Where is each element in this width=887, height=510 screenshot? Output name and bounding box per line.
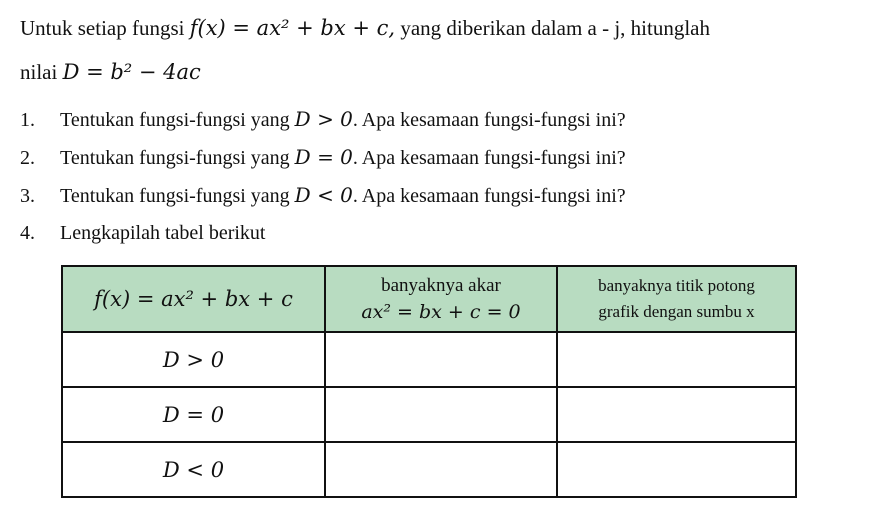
header-intersections-line1: banyaknya titik potong: [598, 276, 755, 295]
intro-paragraph: [20, 6, 870, 94]
table-row: [62, 332, 796, 387]
table-row: [62, 442, 796, 497]
intro-line-1: [20, 6, 870, 50]
question-list: [20, 100, 870, 252]
header-roots-equation: ax² = bx + c = 0: [361, 301, 521, 323]
question-item: [20, 214, 870, 252]
intersections-cell[interactable]: [557, 442, 796, 497]
header-function: [62, 266, 325, 332]
roots-cell[interactable]: [325, 442, 557, 497]
row-label: D < 0: [62, 442, 325, 497]
intersections-cell[interactable]: [557, 387, 796, 442]
question-item: [20, 176, 870, 214]
intro-text: yang diberikan dalam a - j, hitunglah: [400, 16, 711, 40]
intro-text: nilai: [20, 60, 58, 84]
question-text: Tentukan fungsi-fungsi yang: [60, 109, 290, 131]
question-math: D > 0: [294, 107, 353, 131]
question-number: 2.: [20, 147, 35, 169]
row-label: D = 0: [62, 387, 325, 442]
question-number: 3.: [20, 185, 35, 207]
roots-cell[interactable]: [325, 332, 557, 387]
question-number: 4.: [20, 222, 35, 244]
header-function-text: f(x) = ax² + bx + c: [94, 287, 293, 311]
answer-table: [61, 265, 797, 498]
question-math: D < 0: [294, 183, 353, 207]
header-roots-label: banyaknya akar: [381, 275, 501, 296]
roots-cell[interactable]: [325, 387, 557, 442]
header-intersections: [557, 266, 796, 332]
question-item: [20, 100, 870, 138]
intro-text: Untuk setiap fungsi: [20, 16, 185, 40]
header-roots: [325, 266, 557, 332]
question-text: . Apa kesamaan fungsi-fungsi ini?: [352, 185, 626, 207]
question-text: Tentukan fungsi-fungsi yang: [60, 185, 290, 207]
row-label: D > 0: [62, 332, 325, 387]
question-item: [20, 138, 870, 176]
question-text: . Apa kesamaan fungsi-fungsi ini?: [352, 109, 626, 131]
intro-line-2: [20, 50, 870, 94]
question-text: Tentukan fungsi-fungsi yang: [60, 147, 290, 169]
discriminant-formula: D = b² − 4ac: [62, 60, 201, 84]
table-header-row: [62, 266, 796, 332]
question-number: 1.: [20, 109, 35, 131]
question-text: Lengkapilah tabel berikut: [60, 222, 266, 244]
table-row: [62, 387, 796, 442]
question-math: D = 0: [294, 145, 353, 169]
function-formula: f(x) = ax² + bx + c,: [189, 16, 396, 40]
header-intersections-line2: grafik dengan sumbu x: [598, 302, 755, 321]
intersections-cell[interactable]: [557, 332, 796, 387]
question-text: . Apa kesamaan fungsi-fungsi ini?: [352, 147, 626, 169]
